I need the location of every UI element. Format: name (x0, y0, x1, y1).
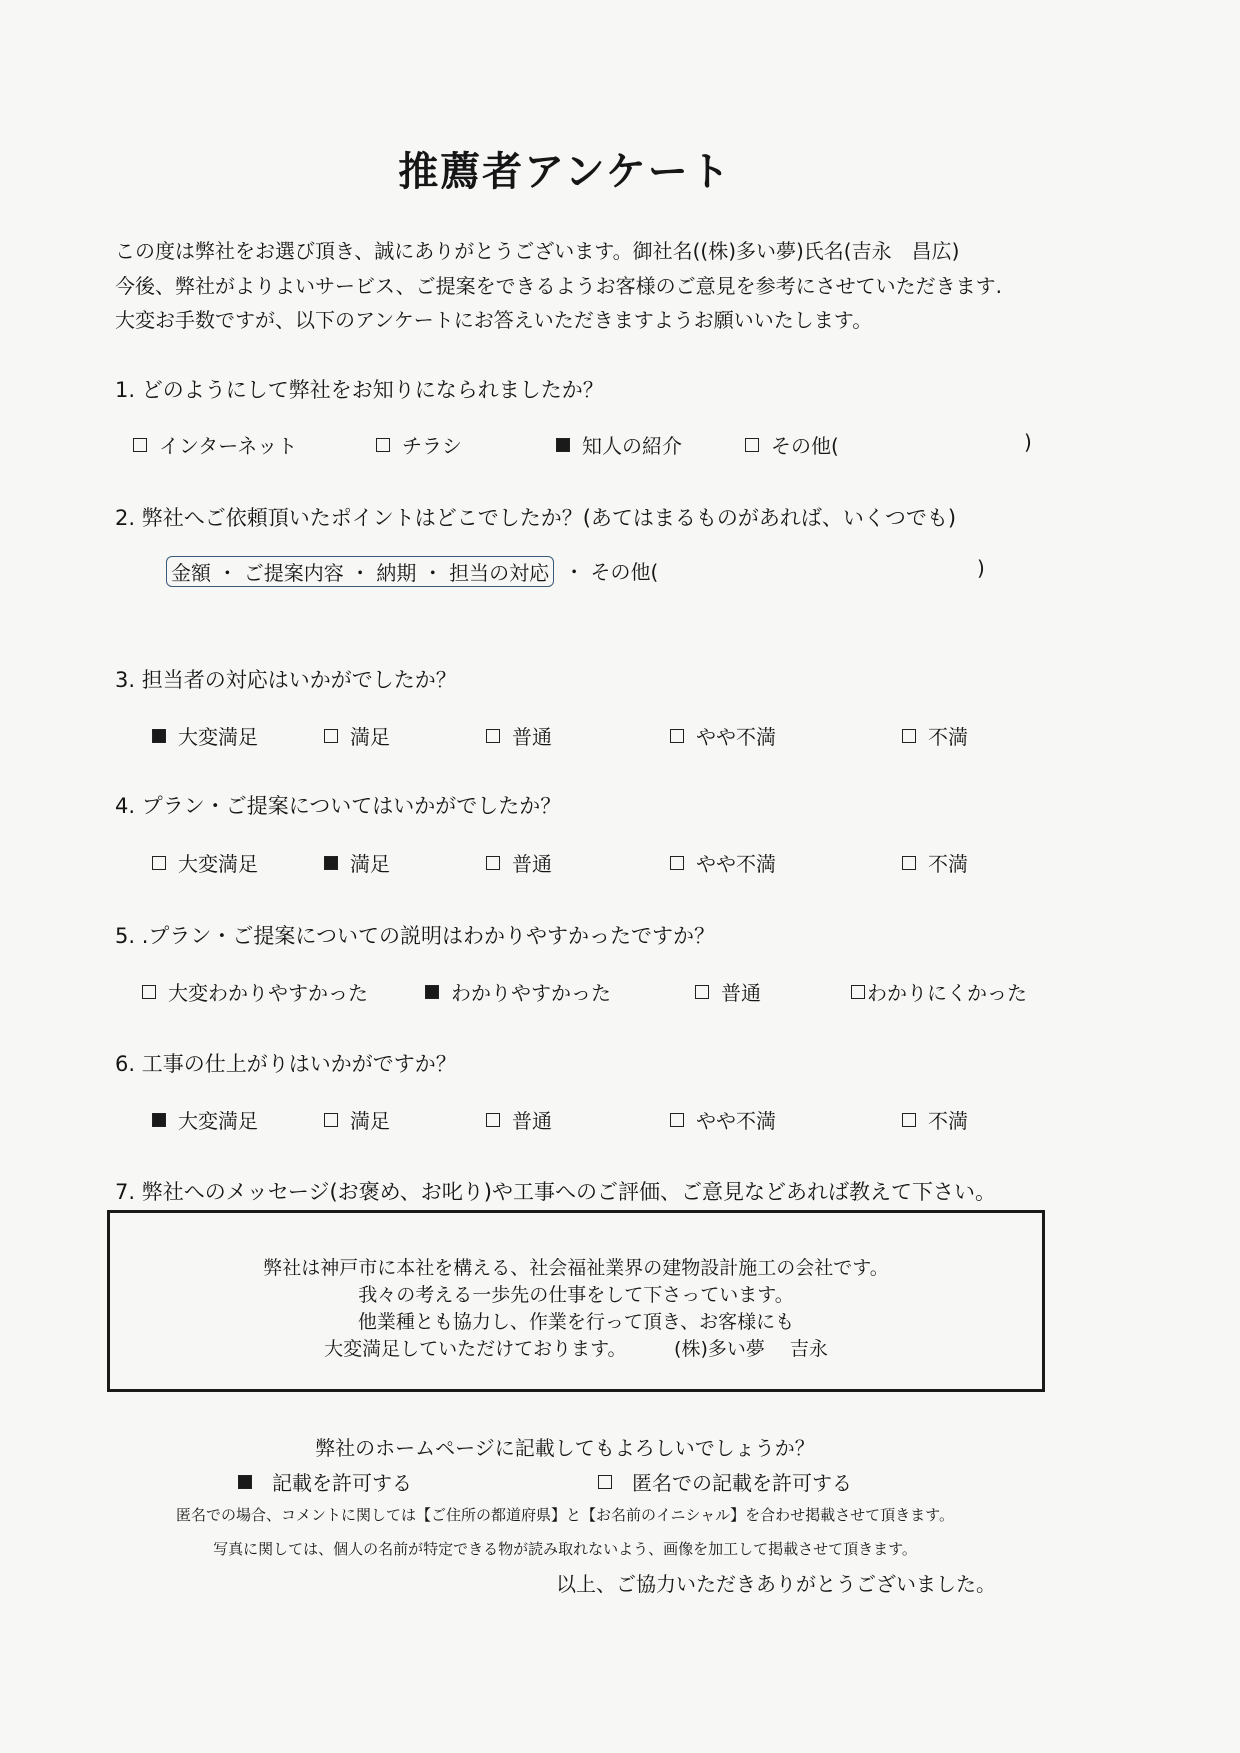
q4-question: 4. プラン・ご提案についてはいかがでしたか？ (115, 794, 562, 818)
message-box[interactable] (107, 1210, 1045, 1392)
q6-option-somewhat-dissatisfied[interactable]: やや不満 (670, 1105, 776, 1134)
checkbox-icon (902, 729, 916, 743)
q1-question: 1. どのようにして弊社をお知りになられましたか？ (115, 378, 604, 402)
message-line-4: 大変満足していただけております。 (株)多い夢 吉永 (324, 1338, 828, 1360)
checkbox-icon (745, 438, 759, 452)
q4-option-very-satisfied[interactable]: 大変満足 (152, 848, 258, 877)
message-line-2: 我々の考える一歩先の仕事をして下さっています。 (358, 1284, 794, 1306)
q7-question: 7. 弊社へのメッセージ(お褒め、お叱り)や工事へのご評価、ご意見などあれば教えて下さい。 (115, 1180, 996, 1204)
intro-line-2: 今後、弊社がよりよいサービス、ご提案をできるようお客様のご意見を参考にさせていただきます. (115, 274, 1002, 298)
intro-line-3: 大変お手数ですが、以下のアンケートにお答えいただきますようお願いいたします。 (115, 308, 873, 332)
q3-option-satisfied[interactable]: 満足 (324, 721, 390, 750)
checkbox-icon (133, 438, 147, 452)
message-line-3: 他業種とも協力し、作業を行って頂き、お客様にも (357, 1311, 795, 1333)
checkbox-checked-icon (238, 1475, 252, 1489)
checkbox-icon (486, 856, 500, 870)
checkbox-icon (670, 856, 684, 870)
q2-other-close: ) (977, 556, 985, 580)
q6-option-satisfied[interactable]: 満足 (324, 1105, 390, 1134)
closing-text: 以上、ご協力いただきありがとうございました。 (556, 1572, 996, 1596)
q2-answer (166, 556, 658, 587)
q1-option-internet[interactable]: インターネット (133, 430, 297, 459)
checkbox-checked-icon (152, 1113, 166, 1127)
page-title: 推薦者アンケート (398, 149, 732, 195)
message-line-1: 弊社は神戸市に本社を構える、社会福祉業界の建物設計施工の会社です。 (263, 1257, 889, 1279)
q3-option-somewhat-dissatisfied[interactable]: やや不満 (670, 721, 776, 750)
q6-option-very-satisfied[interactable]: 大変満足 (152, 1105, 258, 1134)
q3-question: 3. 担当者の対応はいかがでしたか？ (115, 668, 457, 692)
checkbox-checked-icon (556, 438, 570, 452)
q4-option-satisfied[interactable]: 満足 (324, 848, 390, 877)
homepage-option-allow[interactable]: 記載を許可する (238, 1467, 412, 1496)
q6-question: 6. 工事の仕上がりはいかがですか？ (115, 1052, 457, 1076)
photo-note: 写真に関しては、個人の名前が特定できる物が読み取れないよう、画像を加工して掲載させて頂きます。 (213, 1540, 917, 1558)
checkbox-icon (695, 985, 709, 999)
checkbox-icon (598, 1475, 612, 1489)
checkbox-icon (152, 856, 166, 870)
q1-option-flyer[interactable]: チラシ (376, 430, 462, 459)
q3-option-very-satisfied[interactable]: 大変満足 (152, 721, 258, 750)
intro-line-1: この度は弊社をお選び頂き、誠にありがとうございます。御社名((株)多い夢)氏名(吉永 昌広) (115, 239, 960, 263)
q4-option-neutral[interactable]: 普通 (486, 848, 552, 877)
q4-option-dissatisfied[interactable]: 不満 (902, 848, 968, 877)
anonymous-note: 匿名での場合、コメントに関しては【ご住所の都道府県】と【お名前のイニシャル】を合わせ掲載させて頂きます。 (176, 1506, 954, 1524)
checkbox-checked-icon (324, 856, 338, 870)
q6-option-neutral[interactable]: 普通 (486, 1105, 552, 1134)
homepage-option-anonymous[interactable]: 匿名での記載を許可する (598, 1467, 852, 1496)
q2-question: 2. 弊社へご依頼頂いたポイントはどこでしたか？(あてはまるものがあれば、いくつでも) (115, 506, 957, 530)
checkbox-icon (324, 729, 338, 743)
q4-option-somewhat-dissatisfied[interactable]: やや不満 (670, 848, 776, 877)
q2-other-label: ・ その他( (564, 560, 659, 584)
checkbox-icon (486, 729, 500, 743)
homepage-question: 弊社のホームページに記載してもよろしいでしょうか？ (315, 1436, 815, 1460)
q5-option-clear[interactable]: わかりやすかった (425, 977, 611, 1006)
checkbox-icon (142, 985, 156, 999)
checkbox-icon (670, 1113, 684, 1127)
q1-option-referral[interactable]: 知人の紹介 (556, 430, 682, 459)
q5-option-very-clear[interactable]: 大変わかりやすかった (142, 977, 368, 1006)
checkbox-icon (902, 856, 916, 870)
q5-option-neutral[interactable]: 普通 (695, 977, 761, 1006)
q1-option-other[interactable]: その他( (745, 430, 839, 459)
q3-option-dissatisfied[interactable]: 不満 (902, 721, 968, 750)
q2-circled-selection[interactable]: 金額 ・ ご提案内容 ・ 納期 ・ 担当の対応 (166, 556, 554, 587)
checkbox-icon (324, 1113, 338, 1127)
q6-option-dissatisfied[interactable]: 不満 (902, 1105, 968, 1134)
checkbox-icon (851, 985, 865, 999)
checkbox-icon (486, 1113, 500, 1127)
checkbox-icon (670, 729, 684, 743)
q3-option-neutral[interactable]: 普通 (486, 721, 552, 750)
checkbox-icon (376, 438, 390, 452)
checkbox-checked-icon (425, 985, 439, 999)
q1-other-close: ) (1024, 430, 1032, 454)
checkbox-icon (902, 1113, 916, 1127)
checkbox-checked-icon (152, 729, 166, 743)
q5-question: 5. .プラン・ご提案についての説明はわかりやすかったですか？ (115, 924, 715, 948)
q5-option-unclear[interactable]: わかりにくかった (851, 977, 1027, 1006)
